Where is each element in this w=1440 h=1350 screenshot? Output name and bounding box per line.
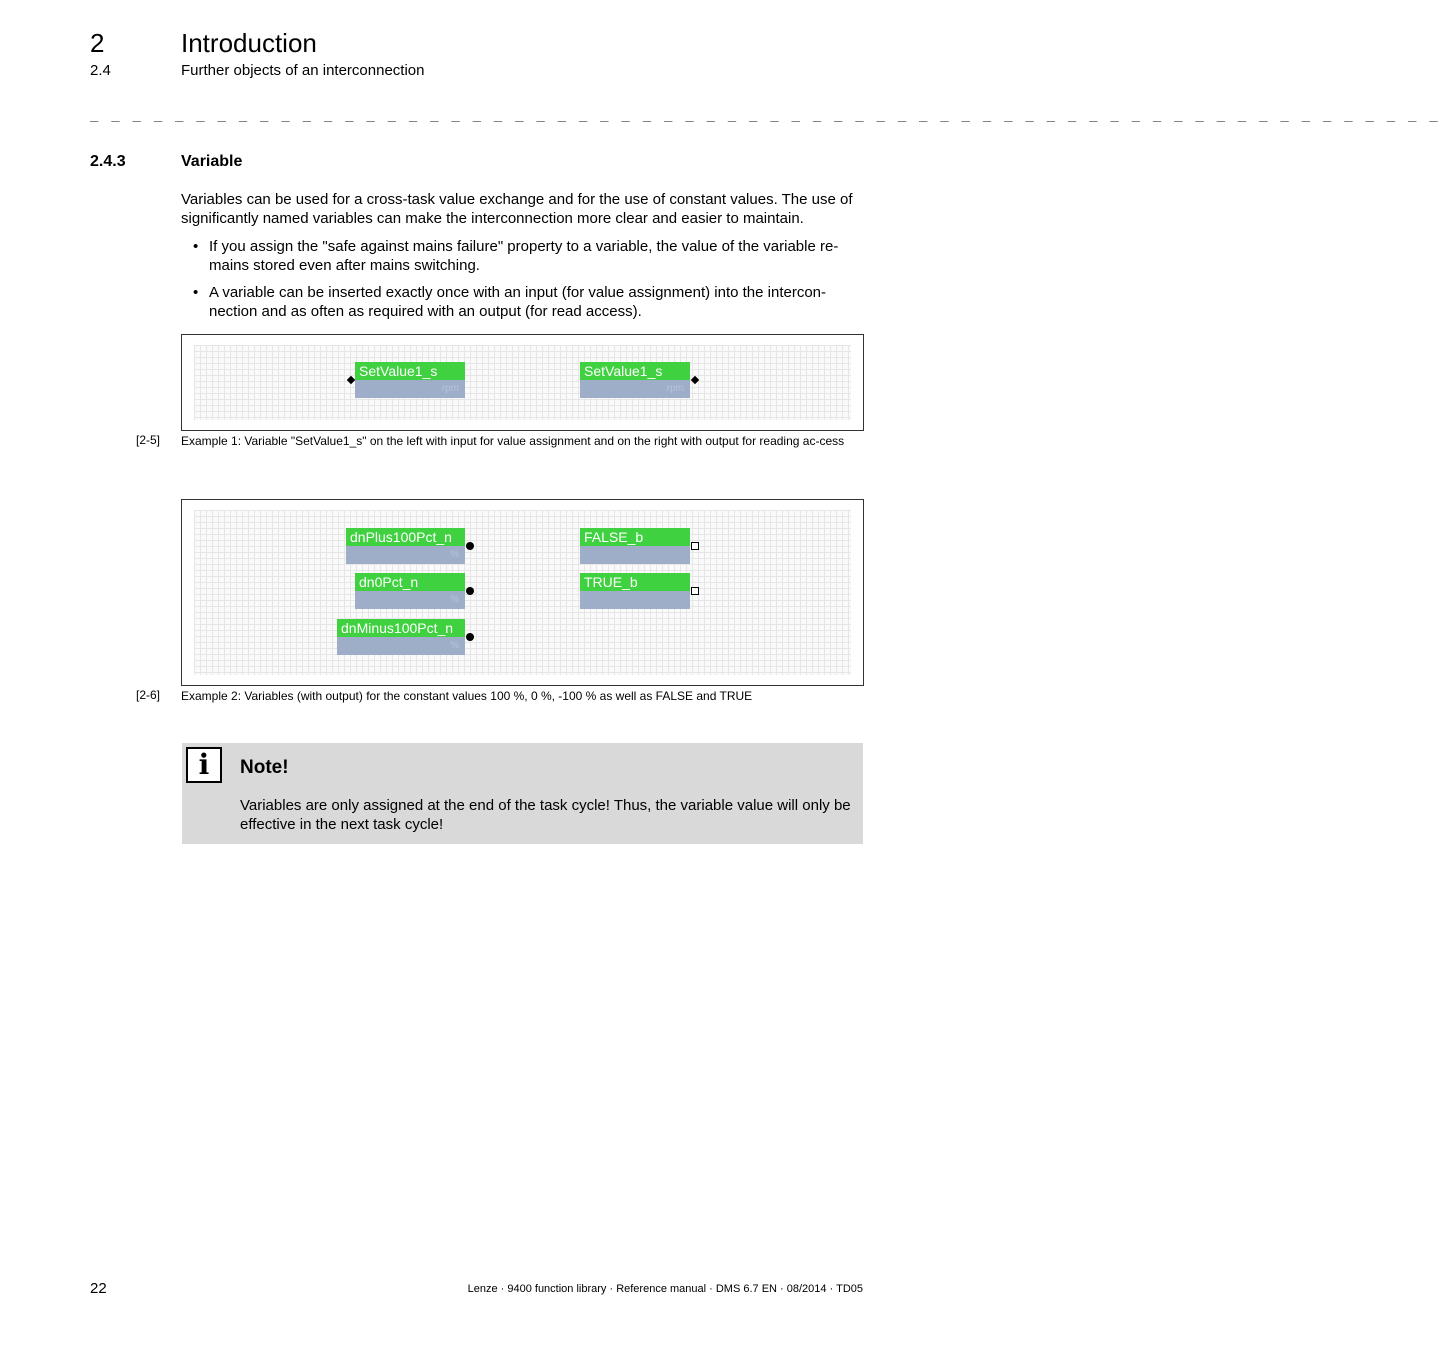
chapter-number: 2 [90, 28, 105, 58]
subsection-number: 2.4.3 [90, 153, 126, 170]
figure-example-2 [181, 499, 864, 686]
variable-block-unit [580, 591, 690, 609]
bullet-symbol: • [193, 284, 199, 301]
footer-text: Lenze · 9400 function library · Reference manual · DMS 6.7 EN · 08/2014 · TD05 [467, 1283, 863, 1295]
variable-block [580, 528, 690, 564]
section-number: 2.4 [90, 62, 111, 79]
variable-block-unit: % [355, 591, 465, 609]
variable-block-label: FALSE_b [580, 528, 690, 546]
section-title: Further objects of an interconnection [181, 62, 425, 79]
bullet-text: If you assign the "safe against mains failure" property to a variable, the value of the variable re-mains stored even after mains switching. [209, 238, 839, 274]
bullet-item [193, 283, 865, 321]
output-port-icon [691, 587, 699, 595]
figure-caption: Example 2: Variables (with output) for the constant values 100 %, 0 %, -100 % as well as FALSE and TRUE [181, 689, 753, 703]
diagram-grid [194, 345, 851, 420]
figure-number: [2-5] [136, 433, 161, 447]
bullet-item [193, 237, 865, 275]
variable-block-label: SetValue1_s [355, 362, 465, 380]
variable-block-label: SetValue1_s [580, 362, 690, 380]
info-icon: i [186, 747, 222, 783]
variable-block-output [580, 362, 690, 398]
diagram-grid [194, 510, 851, 675]
variable-block-unit: rpm [580, 380, 690, 398]
output-port-icon [466, 587, 474, 595]
bullet-symbol: • [193, 238, 199, 255]
variable-block-unit [580, 546, 690, 564]
variable-block-unit: % [337, 637, 465, 655]
variable-block-label: dnMinus100Pct_n [337, 619, 465, 637]
note-box [182, 743, 863, 844]
figure-number: [2-6] [136, 688, 161, 702]
intro-paragraph: Variables can be used for a cross-task value exchange and for the use of constant values. The use of significantly named variables can make the interconnection more clear and easier to maintain. [181, 191, 853, 227]
variable-block-label: TRUE_b [580, 573, 690, 591]
variable-block-label: dnPlus100Pct_n [346, 528, 465, 546]
page-number: 22 [90, 1280, 107, 1297]
header-separator: _ _ _ _ _ _ _ _ _ _ _ _ _ _ _ _ _ _ _ _ _ _ _ _ _ _ _ _ _ _ _ _ _ _ _ _ _ _ _ _ _ _ _ _ _ _ _ _ _ _ _ _ _ _ _ _ _ _ _ _ _ _ _ _ [90, 106, 1440, 122]
bullet-text: A variable can be inserted exactly once with an input (for value assignment) into the intercon-nection and as often as required with an output (for read access). [209, 284, 827, 320]
variable-block-unit: % [346, 546, 465, 564]
variable-block-label: dn0Pct_n [355, 573, 465, 591]
output-port-icon [466, 633, 474, 641]
output-port-icon [691, 542, 699, 550]
note-text: Variables are only assigned at the end of the task cycle! Thus, the variable value will only be effective in the next task cycle! [240, 797, 851, 833]
variable-block [346, 528, 465, 564]
figure-example-1 [181, 334, 864, 431]
variable-block [580, 573, 690, 609]
variable-block [355, 573, 465, 609]
output-port-icon [466, 542, 474, 550]
note-title: Note! [240, 757, 289, 778]
figure-caption: Example 1: Variable "SetValue1_s" on the left with input for value assignment and on the right with output for reading ac-cess [181, 434, 845, 448]
variable-block-input [355, 362, 465, 398]
subsection-title: Variable [181, 153, 243, 170]
variable-block-unit: rpm [355, 380, 465, 398]
chapter-title: Introduction [181, 28, 317, 58]
variable-block [337, 619, 465, 655]
